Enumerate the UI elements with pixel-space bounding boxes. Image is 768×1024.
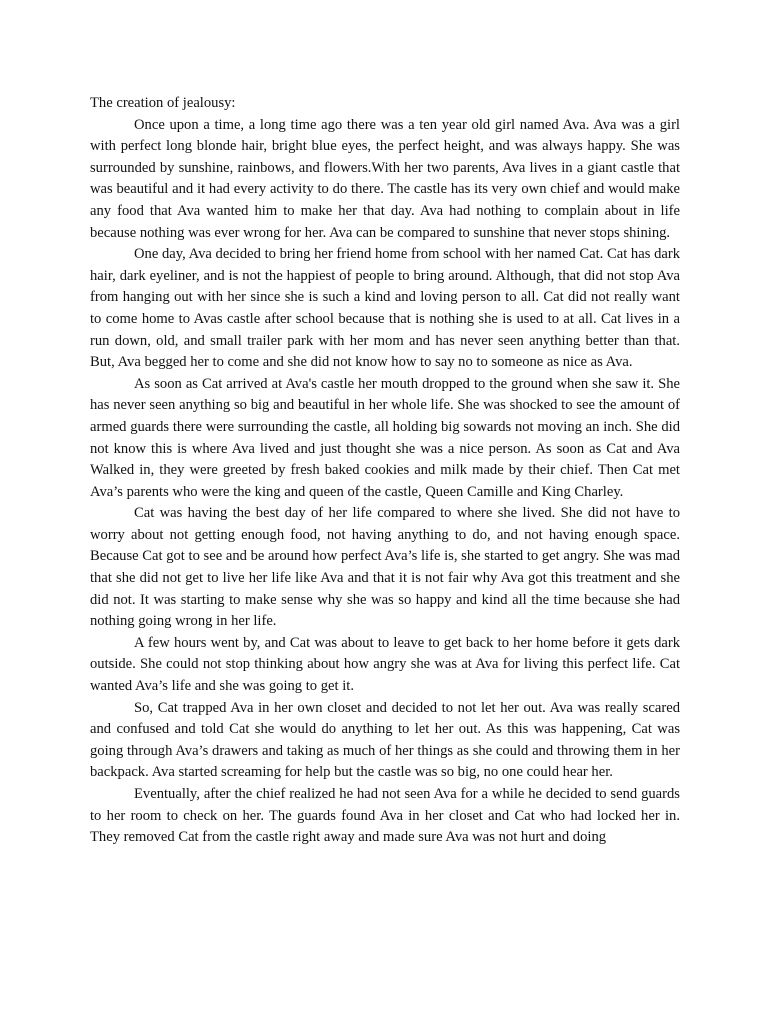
paragraph-7: Eventually, after the chief realized he had not seen Ava for a while he decided to send guards to her room to check on her. The guards found Ava in her closet and Cat who had locked her in. They removed Cat from the castle right away and made sure Ava was not hurt and doing xyxy=(90,786,680,846)
document-title: The creation of jealousy: xyxy=(90,95,236,111)
document-page xyxy=(90,93,680,849)
paragraph-2: One day, Ava decided to bring her friend home from school with her named Cat. Cat has dark hair, dark eyeliner, and is not the happiest of people to bring around. Although, that did not stop Ava from hanging out with her since she is such a kind and loving person to all. Cat did not really want to come home to Avas castle after school because that is nothing she is used to at all. Cat lives in a run down, old, and small trailer park with her mom and has never seen anything better than that. But, Ava begged her to come and she did not know how to say no to someone as nice as Ava. xyxy=(90,246,680,371)
paragraph-3: As soon as Cat arrived at Ava's castle her mouth dropped to the ground when she saw it. She has never seen anything so big and beautiful in her whole life. She was shocked to see the amount of armed guards there were surrounding the castle, all holding big sowards not moving an inch. She did not know this is where Ava lived and just thought she was a nice person. As soon as Cat and Ava Walked in, they were greeted by fresh baked cookies and milk made by their chief. Then Cat met Ava’s parents who were the king and queen of the castle, Queen Camille and King Charley. xyxy=(90,375,680,500)
paragraph-5: A few hours went by, and Cat was about to leave to get back to her home before it gets dark outside. She could not stop thinking about how angry she was at Ava for living this perfect life. Cat wanted Ava’s life and she was going to get it. xyxy=(90,634,680,695)
paragraph-4: Cat was having the best day of her life compared to where she lived. She did not have to worry about not getting enough food, not having anything to do, and not having enough space. Because Cat got to see and be around how perfect Ava’s life is, she started to get angry. She was mad that she did not get to live her life like Ava and that it is not fair why Ava got this treatment and she did not. It was starting to make sense why she was so happy and kind all the time because she had nothing going wrong in her life. xyxy=(90,505,680,630)
paragraph-6: So, Cat trapped Ava in her own closet and decided to not let her out. Ava was really scared and confused and told Cat she would do anything to let her out. As this was happening, Cat was going through Ava’s drawers and taking as much of her things as she could and throwing them in her backpack. Ava started screaming for help but the castle was so big, no one could hear her. xyxy=(90,699,680,781)
paragraph-1: Once upon a time, a long time ago there was a ten year old girl named Ava. Ava was a girl with perfect long blonde hair, bright blue eyes, the perfect height, and was always happy. She was surrounded by sunshine, rainbows, and flowers.With her two parents, Ava lives in a giant castle that was beautiful and it had every activity to do there. The castle has its very own chief and would make any food that Ava wanted him to make her that day. Ava had nothing to complain about in life because nothing was ever wrong for her. Ava can be compared to sunshine that never stops shining. xyxy=(90,116,680,241)
